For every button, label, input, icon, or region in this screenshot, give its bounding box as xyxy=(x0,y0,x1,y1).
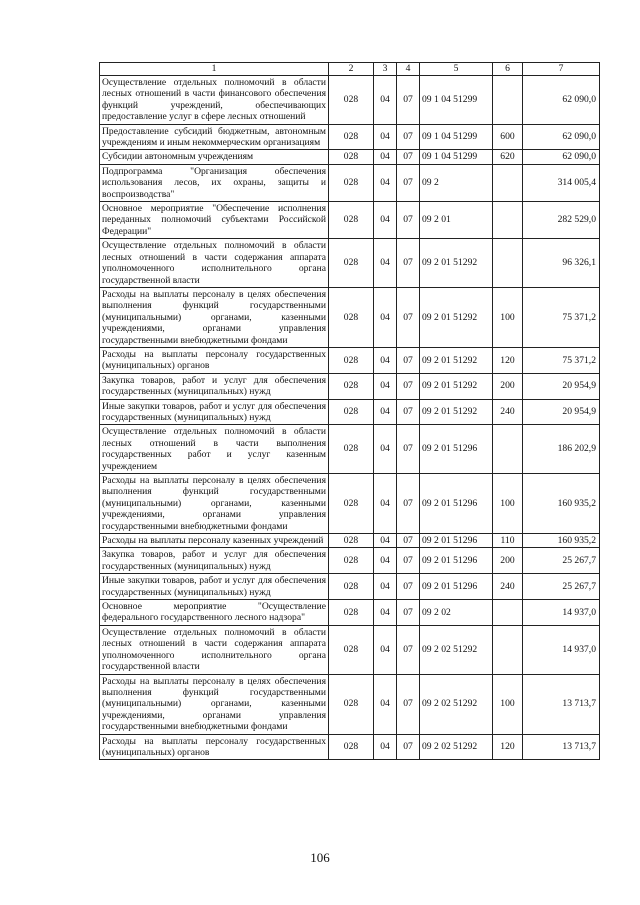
row-amount: 20 954,9 xyxy=(523,399,600,425)
code-subsection: 07 xyxy=(397,76,420,125)
code-ministry: 028 xyxy=(329,202,374,239)
row-amount: 62 090,0 xyxy=(523,76,600,125)
code-section: 04 xyxy=(374,164,397,201)
code-target-article: 09 2 01 51296 xyxy=(420,534,493,548)
code-subsection: 07 xyxy=(397,150,420,164)
code-section: 04 xyxy=(374,674,397,734)
code-ministry: 028 xyxy=(329,347,374,373)
code-section: 04 xyxy=(374,76,397,125)
column-header: 6 xyxy=(493,63,523,76)
code-expense-type: 100 xyxy=(493,674,523,734)
code-section: 04 xyxy=(374,425,397,474)
code-expense-type: 240 xyxy=(493,574,523,600)
row-amount: 96 326,1 xyxy=(523,239,600,288)
code-subsection: 07 xyxy=(397,425,420,474)
code-subsection: 07 xyxy=(397,287,420,347)
row-description: Подпрограмма "Организация обеспечения использования лесов, их охраны, защиты и воспроизводства" xyxy=(100,164,329,201)
row-amount: 62 090,0 xyxy=(523,124,600,150)
column-header: 5 xyxy=(420,63,493,76)
code-ministry: 028 xyxy=(329,150,374,164)
code-ministry: 028 xyxy=(329,76,374,125)
code-section: 04 xyxy=(374,734,397,760)
row-description: Субсидии автономным учреждениям xyxy=(100,150,329,164)
code-target-article: 09 2 01 51296 xyxy=(420,425,493,474)
row-amount: 186 202,9 xyxy=(523,425,600,474)
code-target-article: 09 1 04 51299 xyxy=(420,150,493,164)
table-row xyxy=(100,574,600,600)
code-ministry: 028 xyxy=(329,574,374,600)
row-amount: 14 937,0 xyxy=(523,625,600,674)
table-row xyxy=(100,474,600,534)
code-section: 04 xyxy=(374,548,397,574)
row-amount: 75 371,2 xyxy=(523,347,600,373)
code-subsection: 07 xyxy=(397,124,420,150)
row-description: Основное мероприятие "Обеспечение исполнения переданных полномочий субъектами Российской Федерации" xyxy=(100,202,329,239)
code-subsection: 07 xyxy=(397,239,420,288)
code-subsection: 07 xyxy=(397,474,420,534)
code-expense-type: 200 xyxy=(493,373,523,399)
code-section: 04 xyxy=(374,347,397,373)
row-amount: 25 267,7 xyxy=(523,574,600,600)
code-subsection: 07 xyxy=(397,534,420,548)
code-target-article: 09 2 01 51296 xyxy=(420,548,493,574)
code-ministry: 028 xyxy=(329,600,374,626)
code-target-article: 09 2 01 51292 xyxy=(420,239,493,288)
table-row xyxy=(100,124,600,150)
row-description: Расходы на выплаты персоналу государственных (муниципальных) органов xyxy=(100,347,329,373)
code-ministry: 028 xyxy=(329,674,374,734)
code-target-article: 09 2 02 51292 xyxy=(420,674,493,734)
table-row xyxy=(100,287,600,347)
row-description: Закупка товаров, работ и услуг для обеспечения государственных (муниципальных) нужд xyxy=(100,548,329,574)
code-section: 04 xyxy=(374,150,397,164)
code-section: 04 xyxy=(374,202,397,239)
row-amount: 14 937,0 xyxy=(523,600,600,626)
code-target-article: 09 2 02 xyxy=(420,600,493,626)
code-expense-type xyxy=(493,164,523,201)
code-section: 04 xyxy=(374,124,397,150)
code-expense-type: 120 xyxy=(493,347,523,373)
row-description: Расходы на выплаты персоналу государственных (муниципальных) органов xyxy=(100,734,329,760)
row-amount: 160 935,2 xyxy=(523,534,600,548)
code-ministry: 028 xyxy=(329,534,374,548)
row-amount: 20 954,9 xyxy=(523,373,600,399)
code-expense-type: 620 xyxy=(493,150,523,164)
row-description: Расходы на выплаты персоналу в целях обеспечения выполнения функций государственными (муниципальными) органами, казенными учреждениями, органами управления государственными внебюджетными фондами xyxy=(100,674,329,734)
table-row xyxy=(100,150,600,164)
code-section: 04 xyxy=(374,600,397,626)
code-subsection: 07 xyxy=(397,164,420,201)
code-subsection: 07 xyxy=(397,625,420,674)
code-target-article: 09 2 xyxy=(420,164,493,201)
code-expense-type: 110 xyxy=(493,534,523,548)
code-ministry: 028 xyxy=(329,548,374,574)
table-row xyxy=(100,425,600,474)
code-expense-type: 240 xyxy=(493,399,523,425)
row-amount: 75 371,2 xyxy=(523,287,600,347)
code-ministry: 028 xyxy=(329,124,374,150)
code-target-article: 09 2 02 51292 xyxy=(420,734,493,760)
code-ministry: 028 xyxy=(329,373,374,399)
row-description: Расходы на выплаты персоналу в целях обеспечения выполнения функций государственными (муниципальными) органами, казенными учреждениями, органами управления государственными внебюджетными фондами xyxy=(100,287,329,347)
table-row xyxy=(100,625,600,674)
code-expense-type xyxy=(493,625,523,674)
code-expense-type xyxy=(493,202,523,239)
code-subsection: 07 xyxy=(397,399,420,425)
row-description: Предоставление субсидий бюджетным, автономным учреждениям и иным некоммерческим организациям xyxy=(100,124,329,150)
column-header: 2 xyxy=(329,63,374,76)
code-subsection: 07 xyxy=(397,347,420,373)
table-row xyxy=(100,76,600,125)
code-section: 04 xyxy=(374,239,397,288)
code-ministry: 028 xyxy=(329,399,374,425)
row-description: Закупка товаров, работ и услуг для обеспечения государственных (муниципальных) нужд xyxy=(100,373,329,399)
code-section: 04 xyxy=(374,399,397,425)
code-target-article: 09 2 02 51292 xyxy=(420,625,493,674)
table-row xyxy=(100,202,600,239)
column-header: 1 xyxy=(100,63,329,76)
row-amount: 282 529,0 xyxy=(523,202,600,239)
table-row xyxy=(100,399,600,425)
row-amount: 62 090,0 xyxy=(523,150,600,164)
row-description: Осуществление отдельных полномочий в области лесных отношений в части содержания аппарата уполномоченного исполнительного органа государственной власти xyxy=(100,239,329,288)
table-row xyxy=(100,534,600,548)
column-header: 3 xyxy=(374,63,397,76)
code-expense-type xyxy=(493,425,523,474)
row-description: Осуществление отдельных полномочий в области лесных отношений в части финансового обеспечения функций учреждений, обеспечивающих предоставление услуг в сфере лесных отношений xyxy=(100,76,329,125)
code-subsection: 07 xyxy=(397,574,420,600)
code-subsection: 07 xyxy=(397,548,420,574)
row-amount: 160 935,2 xyxy=(523,474,600,534)
table-row xyxy=(100,548,600,574)
code-ministry: 028 xyxy=(329,287,374,347)
code-target-article: 09 2 01 51292 xyxy=(420,373,493,399)
code-target-article: 09 2 01 51296 xyxy=(420,574,493,600)
code-ministry: 028 xyxy=(329,625,374,674)
code-target-article: 09 2 01 51292 xyxy=(420,399,493,425)
code-target-article: 09 2 01 51292 xyxy=(420,347,493,373)
code-target-article: 09 1 04 51299 xyxy=(420,76,493,125)
row-description: Расходы на выплаты персоналу в целях обеспечения выполнения функций государственными (муниципальными) органами, казенными учреждениями, органами управления государственными внебюджетными фондами xyxy=(100,474,329,534)
code-target-article: 09 2 01 51296 xyxy=(420,474,493,534)
row-description: Основное мероприятие "Осуществление федерального государственного лесного надзора" xyxy=(100,600,329,626)
code-ministry: 028 xyxy=(329,734,374,760)
code-section: 04 xyxy=(374,474,397,534)
code-ministry: 028 xyxy=(329,425,374,474)
code-section: 04 xyxy=(374,373,397,399)
table-row xyxy=(100,674,600,734)
code-subsection: 07 xyxy=(397,734,420,760)
table-row xyxy=(100,164,600,201)
code-section: 04 xyxy=(374,534,397,548)
row-amount: 13 713,7 xyxy=(523,674,600,734)
header-row xyxy=(100,63,600,76)
table-row xyxy=(100,600,600,626)
code-expense-type xyxy=(493,239,523,288)
code-section: 04 xyxy=(374,574,397,600)
code-target-article: 09 1 04 51299 xyxy=(420,124,493,150)
code-ministry: 028 xyxy=(329,474,374,534)
row-description: Иные закупки товаров, работ и услуг для обеспечения государственных (муниципальных) нужд xyxy=(100,399,329,425)
code-target-article: 09 2 01 51292 xyxy=(420,287,493,347)
budget-table xyxy=(99,62,600,760)
table-row xyxy=(100,373,600,399)
row-description: Осуществление отдельных полномочий в области лесных отношений в части содержания аппарата уполномоченного исполнительного органа государственной власти xyxy=(100,625,329,674)
code-expense-type: 200 xyxy=(493,548,523,574)
row-amount: 13 713,7 xyxy=(523,734,600,760)
row-description: Осуществление отдельных полномочий в области лесных отношений в части выполнения государственных работ и услуг казенным учреждением xyxy=(100,425,329,474)
code-ministry: 028 xyxy=(329,239,374,288)
code-target-article: 09 2 01 xyxy=(420,202,493,239)
code-expense-type: 100 xyxy=(493,474,523,534)
table-row xyxy=(100,239,600,288)
row-amount: 314 005,4 xyxy=(523,164,600,201)
column-header: 7 xyxy=(523,63,600,76)
code-expense-type xyxy=(493,76,523,125)
row-description: Иные закупки товаров, работ и услуг для обеспечения государственных (муниципальных) нужд xyxy=(100,574,329,600)
code-section: 04 xyxy=(374,625,397,674)
code-subsection: 07 xyxy=(397,600,420,626)
code-section: 04 xyxy=(374,287,397,347)
row-amount: 25 267,7 xyxy=(523,548,600,574)
code-subsection: 07 xyxy=(397,674,420,734)
table-row xyxy=(100,347,600,373)
code-subsection: 07 xyxy=(397,202,420,239)
code-subsection: 07 xyxy=(397,373,420,399)
code-expense-type: 600 xyxy=(493,124,523,150)
code-expense-type: 100 xyxy=(493,287,523,347)
code-ministry: 028 xyxy=(329,164,374,201)
code-expense-type: 120 xyxy=(493,734,523,760)
code-expense-type xyxy=(493,600,523,626)
table-row xyxy=(100,734,600,760)
column-header: 4 xyxy=(397,63,420,76)
row-description: Расходы на выплаты персоналу казенных учреждений xyxy=(100,534,329,548)
page-number: 106 xyxy=(310,850,330,865)
